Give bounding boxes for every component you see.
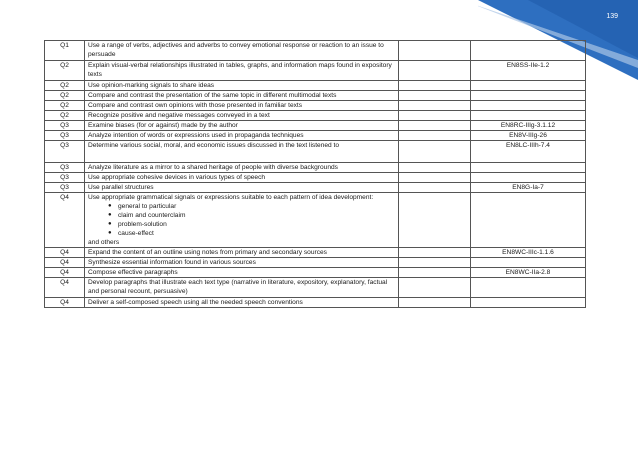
curriculum-table: [44, 40, 586, 308]
list-item: [108, 229, 395, 238]
list-item-label: general to particular: [118, 203, 177, 210]
competency-cell: Analyze intention of words or expressions used in propaganda techniques: [85, 131, 399, 141]
table-row: [45, 141, 586, 163]
quarter-cell: Q3: [45, 121, 85, 131]
competency-cell: Use a range of verbs, adjectives and adverbs to convey emotional response or reaction to an issue to persuade: [85, 41, 399, 61]
blank-cell: [399, 163, 471, 173]
code-cell: [471, 193, 586, 248]
competency-cell: Compare and contrast own opinions with those presented in familiar texts: [85, 101, 399, 111]
blank-cell: [399, 141, 471, 163]
table-row: [45, 258, 586, 268]
table-row: [45, 193, 586, 248]
quarter-cell: Q2: [45, 61, 85, 81]
blank-cell: [399, 298, 471, 308]
code-cell: [471, 101, 586, 111]
blank-cell: [399, 278, 471, 298]
quarter-cell: Q4: [45, 193, 85, 248]
list-item-label: claim and counterclaim: [118, 212, 186, 219]
code-cell: EN8G-Ia-7: [471, 183, 586, 193]
table-row: [45, 248, 586, 258]
code-cell: [471, 163, 586, 173]
quarter-cell: Q3: [45, 183, 85, 193]
list-item: [108, 220, 395, 229]
competency-cell: Compare and contrast the presentation of the same topic in different multimodal texts: [85, 91, 399, 101]
table-row: [45, 163, 586, 173]
quarter-cell: Q4: [45, 248, 85, 258]
code-cell: EN8LC-IIIh-7.4: [471, 141, 586, 163]
list-item: [108, 202, 395, 211]
blank-cell: [399, 131, 471, 141]
blank-cell: [399, 173, 471, 183]
competency-cell: Explain visual-verbal relationships illustrated in tables, graphs, and information maps found in expository texts: [85, 61, 399, 81]
bullet-icon: ●: [108, 230, 112, 236]
blank-cell: [399, 101, 471, 111]
code-cell: EN8WC-IIa-2.8: [471, 268, 586, 278]
code-cell: EN8V-IIIg-26: [471, 131, 586, 141]
idea-pattern-list: [88, 202, 395, 238]
table-row: [45, 41, 586, 61]
code-cell: EN8SS-IIe-1.2: [471, 61, 586, 81]
competency-cell: Recognize positive and negative messages conveyed in a text: [85, 111, 399, 121]
blank-cell: [399, 111, 471, 121]
table-row: [45, 268, 586, 278]
code-cell: [471, 173, 586, 183]
code-cell: [471, 258, 586, 268]
bullet-icon: ●: [108, 212, 112, 218]
blank-cell: [399, 193, 471, 248]
code-cell: EN8WC-IIIc-1.1.6: [471, 248, 586, 258]
bullet-icon: ●: [108, 221, 112, 227]
quarter-cell: Q2: [45, 91, 85, 101]
table-row: [45, 278, 586, 298]
quarter-cell: Q2: [45, 111, 85, 121]
quarter-cell: Q3: [45, 163, 85, 173]
quarter-cell: Q3: [45, 131, 85, 141]
code-cell: EN8RC-IIIg-3.1.12: [471, 121, 586, 131]
list-item: [108, 211, 395, 220]
blank-cell: [399, 268, 471, 278]
quarter-cell: Q2: [45, 101, 85, 111]
competency-cell: Use opinion-marking signals to share ideas: [85, 81, 399, 91]
code-cell: [471, 81, 586, 91]
competency-cell: Use appropriate cohesive devices in various types of speech: [85, 173, 399, 183]
table-row: [45, 173, 586, 183]
competency-cell: Examine biases (for or against) made by the author: [85, 121, 399, 131]
quarter-cell: Q3: [45, 173, 85, 183]
blank-cell: [399, 41, 471, 61]
code-cell: [471, 278, 586, 298]
table-row: [45, 81, 586, 91]
table-row: [45, 111, 586, 121]
code-cell: [471, 91, 586, 101]
list-item-label: problem-solution: [118, 221, 167, 228]
table-row: [45, 61, 586, 81]
competency-cell: Use parallel structures: [85, 183, 399, 193]
quarter-cell: Q1: [45, 41, 85, 61]
code-cell: [471, 298, 586, 308]
competency-cell: Determine various social, moral, and economic issues discussed in the text listened to: [85, 141, 399, 163]
blank-cell: [399, 91, 471, 101]
blank-cell: [399, 81, 471, 91]
page-number: 139: [606, 13, 618, 20]
blank-cell: [399, 61, 471, 81]
competency-cell: Deliver a self-composed speech using all the needed speech conventions: [85, 298, 399, 308]
table-row: [45, 131, 586, 141]
blank-cell: [399, 183, 471, 193]
quarter-cell: Q4: [45, 258, 85, 268]
blank-cell: [399, 121, 471, 131]
blank-cell: [399, 258, 471, 268]
quarter-cell: Q2: [45, 81, 85, 91]
quarter-cell: Q4: [45, 298, 85, 308]
competency-cell: Compose effective paragraphs: [85, 268, 399, 278]
code-cell: [471, 41, 586, 61]
quarter-cell: Q4: [45, 268, 85, 278]
competency-cell: Synthesize essential information found in various sources: [85, 258, 399, 268]
table-row: [45, 101, 586, 111]
competency-cell: [85, 193, 399, 248]
table-row: [45, 298, 586, 308]
blank-cell: [399, 248, 471, 258]
competency-text: Use appropriate grammatical signals or expressions suitable to each pattern of idea development:: [88, 194, 374, 201]
competency-cell: Analyze literature as a mirror to a shared heritage of people with diverse backgrounds: [85, 163, 399, 173]
competency-cell: Expand the content of an outline using notes from primary and secondary sources: [85, 248, 399, 258]
table-row: [45, 121, 586, 131]
quarter-cell: Q4: [45, 278, 85, 298]
competency-cell: Develop paragraphs that illustrate each text type (narrative in literature, expository, explanatory, factual and personal recount, persuasive): [85, 278, 399, 298]
quarter-cell: Q3: [45, 141, 85, 163]
table-row: [45, 183, 586, 193]
list-item-label: cause-effect: [118, 230, 154, 237]
code-cell: [471, 111, 586, 121]
bullet-icon: ●: [108, 203, 112, 209]
competency-text-after: and others: [88, 239, 120, 246]
table-row: [45, 91, 586, 101]
